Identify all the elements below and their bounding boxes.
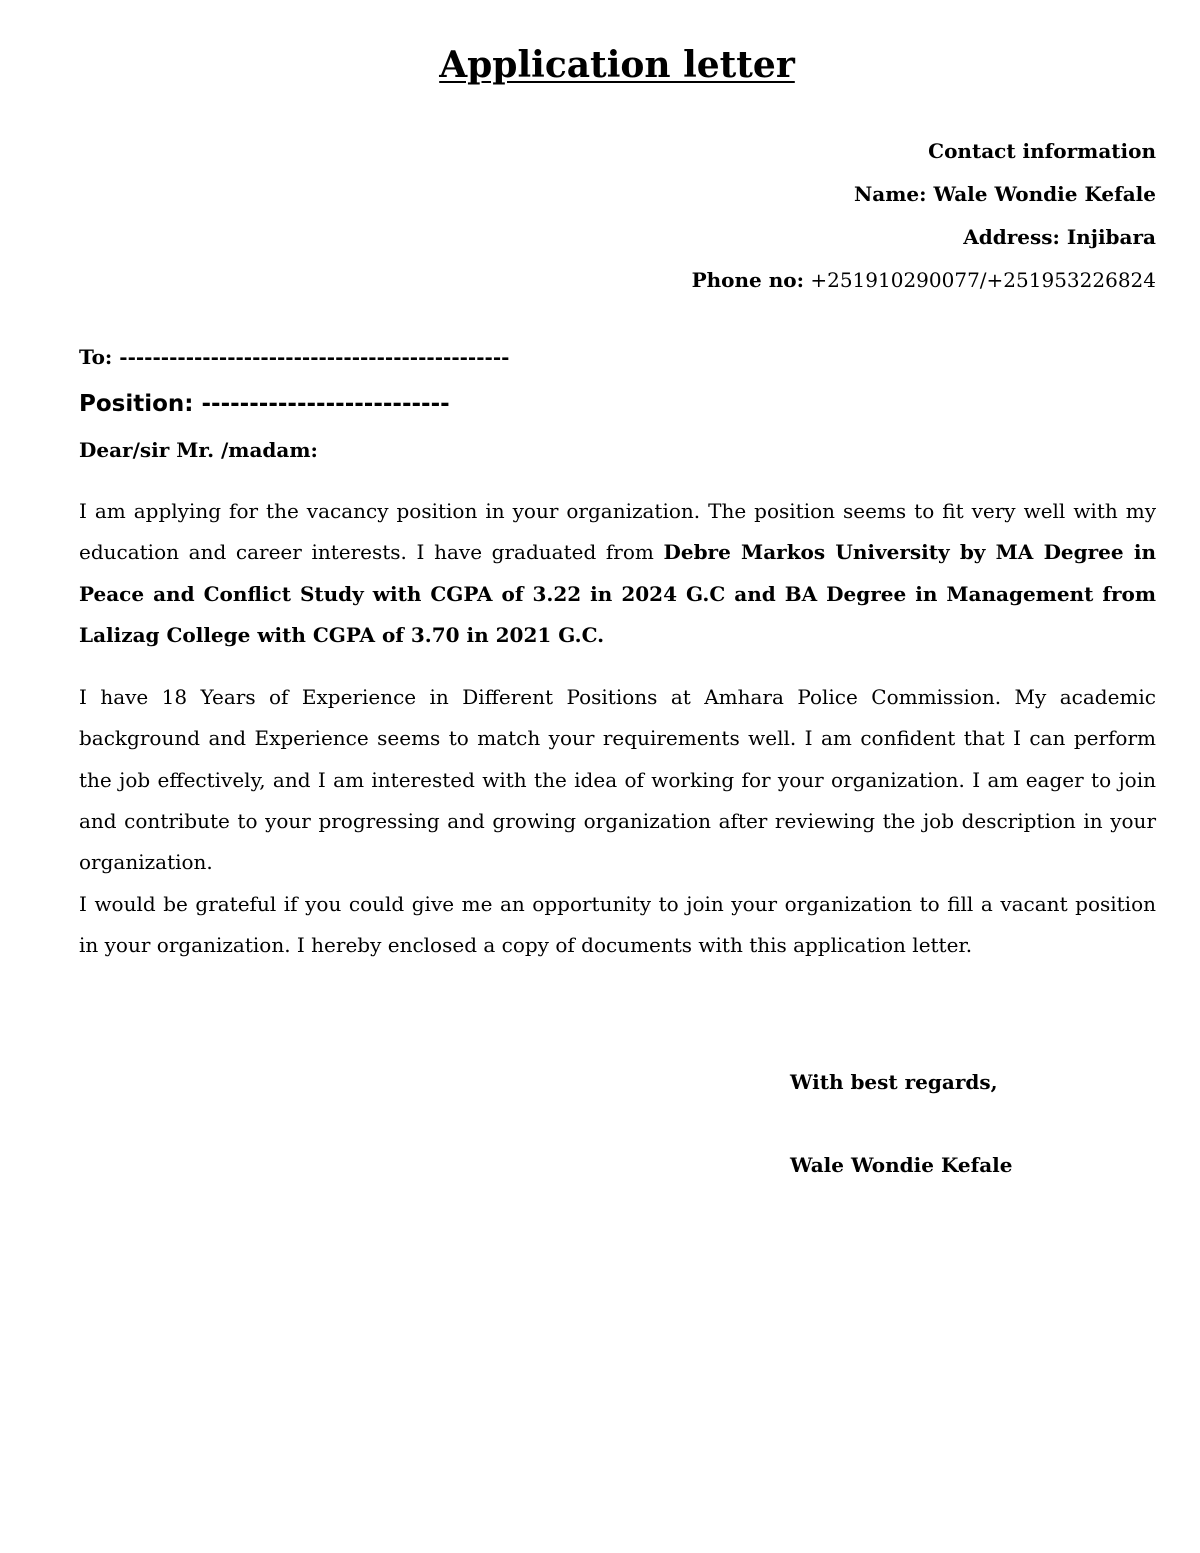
contact-address xyxy=(456,220,1156,263)
contact-block xyxy=(456,134,1156,306)
contact-name xyxy=(456,177,1156,220)
contact-phone xyxy=(456,263,1156,306)
salutation: Dear/sir Mr. /madam: xyxy=(79,438,318,462)
position-label: Position: xyxy=(79,391,194,417)
page-title: Application letter xyxy=(439,44,795,86)
signature-name: Wale Wondie Kefale xyxy=(790,1153,1013,1177)
paragraph-3: I would be grateful if you could give me an opportunity to join your organization to fill a vacant position in your organization. I hereby enclosed a copy of documents with this application letter. xyxy=(79,892,1156,958)
closing-regards: With best regards, xyxy=(790,1070,998,1094)
to-value: ----------------------------------------------- xyxy=(119,345,510,369)
position-line xyxy=(79,391,450,417)
contact-name-label: Name: xyxy=(854,182,927,206)
paragraph-1 xyxy=(79,491,1156,656)
paragraph-2: I have 18 Years of Experience in Different Positions at Amhara Police Commission. My academic background and Experience seems to match your requirements well. I am confident that I can perform the job effectively, and I am interested with the idea of working for your organization. I am eager to join and contribute to your progressing and growing organization after reviewing the job description in your organization. xyxy=(79,685,1156,875)
paragraph-1-text: I am applying for the vacancy position in your organization. The position seems to fit very well with my education and career interests. I have graduated from xyxy=(79,499,1156,565)
contact-address-value: Injibara xyxy=(1066,225,1156,249)
contact-phone-value: +251910290077/+251953226824 xyxy=(810,268,1156,292)
contact-address-label: Address: xyxy=(963,225,1060,249)
contact-name-value: Wale Wondie Kefale xyxy=(933,182,1156,206)
contact-heading: Contact information xyxy=(928,139,1156,163)
to-line xyxy=(79,345,509,369)
to-label: To: xyxy=(79,345,113,369)
contact-phone-label: Phone no: xyxy=(691,268,804,292)
paragraph-1-education: Debre Markos University by MA Degree in Peace and Conflict Study with CGPA of 3.22 in 2024 G.C and BA Degree in Management from Lalizag College with CGPA of 3.70 in 2021 G.C. xyxy=(79,540,1156,647)
position-value: -------------------------- xyxy=(201,391,450,417)
